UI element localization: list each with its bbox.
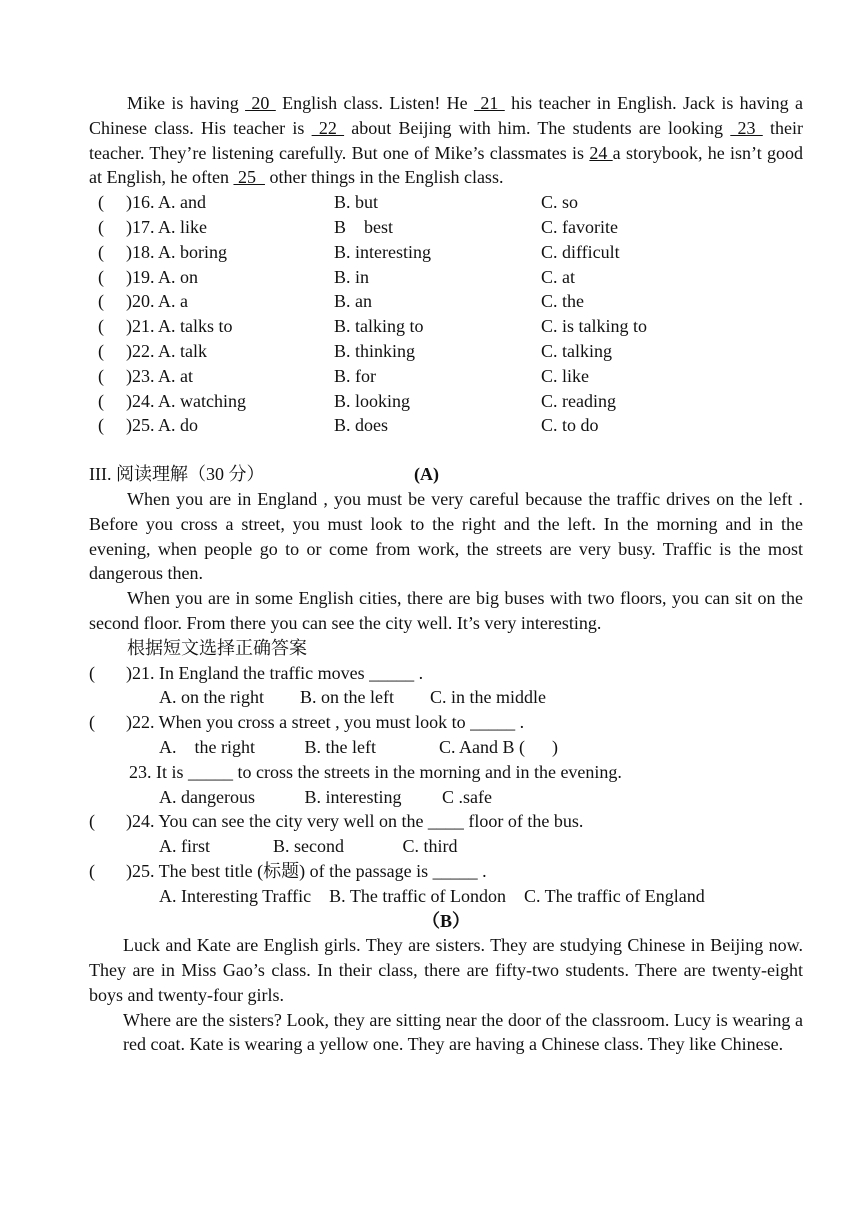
- option-b: B. for: [334, 365, 376, 386]
- option-a: )18. A. boring: [126, 241, 227, 262]
- option-b: B. an: [334, 291, 372, 312]
- option-a: )21. A. talks to: [126, 316, 233, 337]
- option-c: C. talking: [541, 340, 612, 361]
- cloze-passage: [89, 91, 803, 190]
- answer-paren: (: [98, 316, 104, 337]
- option-row: [89, 314, 803, 339]
- option-row: [89, 240, 803, 265]
- cloze-text: English class. Listen! He: [275, 93, 475, 113]
- passage-a-paragraph-2: When you are in some English cities, there are big buses with two floors, you can sit on the second floor. From there you can see the city well. It’s very interesting.: [89, 588, 803, 633]
- worksheet-page: [89, 91, 803, 1057]
- cloze-text: his teacher in English. Jack is having a Chinese class. His teacher is: [89, 93, 804, 138]
- option-c: C. is talking to: [541, 316, 648, 337]
- answer-paren: (: [89, 860, 95, 881]
- answer-paren: (: [98, 365, 104, 386]
- answer-paren: (: [98, 340, 104, 361]
- section-title: III. 阅读理解（30 分）: [89, 464, 265, 485]
- option-c: C. favorite: [541, 216, 618, 237]
- question-choices: A. the right B. the left C. Aand B ( ): [159, 736, 558, 757]
- cloze-text: their teacher. They’re listening carefully. But one of Mike’s classmates is: [89, 117, 803, 163]
- option-c: C. so: [541, 192, 579, 213]
- question: [89, 661, 803, 686]
- passage-b-paragraph-2: Where are the sisters? Look, they are sitting near the door of the classroom. Lucy is wearing a red coat. Kate is wearing a yellow one. They are having a Chinese class. They like Chinese.: [123, 1009, 803, 1055]
- question: [89, 859, 803, 884]
- option-a: )24. A. watching: [126, 390, 246, 411]
- question-text: 23. It is _____ to cross the streets in the morning and in the evening.: [129, 761, 622, 782]
- blank-24: 24: [589, 142, 613, 163]
- option-row: [89, 289, 803, 314]
- option-b: B. thinking: [334, 340, 416, 361]
- option-a: )19. A. on: [126, 266, 198, 287]
- passage-b-paragraph-1: Luck and Kate are English girls. They are sisters. They are studying Chinese in Beijing now. They are in Miss Gao’s class. In their class, there are fifty-two students. There are twenty-eight boys and twenty-four girls.: [89, 935, 803, 1005]
- answer-paren: (: [98, 415, 104, 436]
- option-b: B. in: [334, 266, 370, 287]
- cloze-options: [89, 190, 803, 438]
- option-b: B best: [334, 216, 394, 237]
- option-c: C. at: [541, 266, 575, 287]
- blank-21: 21: [474, 93, 505, 113]
- option-row: [89, 215, 803, 240]
- section-heading: [89, 462, 803, 487]
- question-text: )21. In England the traffic moves _____ .: [126, 662, 424, 683]
- option-a: )16. A. and: [126, 192, 206, 213]
- option-b: B. does: [334, 415, 388, 436]
- option-a: )23. A. at: [126, 365, 193, 386]
- part-a-label: (A): [414, 464, 439, 485]
- option-row: [89, 389, 803, 414]
- cloze-text: about Beijing with him. The students are looking: [344, 117, 731, 138]
- question: [89, 710, 803, 735]
- option-row: [89, 339, 803, 364]
- answer-paren: [89, 760, 129, 785]
- answer-paren: (: [89, 712, 95, 733]
- option-a: )20. A. a: [126, 291, 188, 312]
- answer-paren: (: [98, 216, 104, 237]
- blank-25: 25: [233, 167, 265, 188]
- question-choices: A. on the right B. on the left C. in the middle: [159, 687, 546, 708]
- option-b: B. but: [334, 192, 379, 213]
- option-a: )22. A. talk: [126, 340, 207, 361]
- cloze-text: other things in the English class.: [264, 167, 504, 188]
- blank-20: 20: [245, 93, 276, 113]
- question-text: )22. When you cross a street , you must look to _____ .: [126, 712, 525, 733]
- part-b-label: （B）: [421, 910, 470, 931]
- option-b: B. looking: [334, 390, 411, 411]
- question-text: )24. You can see the city very well on the ____ floor of the bus.: [126, 811, 584, 832]
- question-text: )25. The best title (标题) of the passage is _____ .: [126, 860, 487, 881]
- answer-paren: (: [98, 291, 104, 312]
- question-choices: A. first B. second C. third: [159, 836, 458, 857]
- option-row: [89, 364, 803, 389]
- option-a: )25. A. do: [126, 415, 198, 436]
- option-c: C. the: [541, 291, 584, 312]
- option-c: C. reading: [541, 390, 616, 411]
- answer-paren: (: [98, 192, 104, 213]
- option-c: C. difficult: [541, 241, 620, 262]
- question-choices: A. Interesting Traffic B. The traffic of London C. The traffic of England: [159, 885, 705, 906]
- passage-a-paragraph-1: When you are in England , you must be very careful because the traffic drives on the left . Before you cross a street, you must look to the right and the left. In the morning and in the evening, when people go to or come from work, the streets are very busy. Traffic is the most dangerous then.: [89, 488, 803, 584]
- option-b: B. talking to: [334, 316, 424, 337]
- reading-questions: [89, 661, 803, 909]
- option-row: [89, 265, 803, 290]
- option-c: C. like: [541, 365, 589, 386]
- instruction: 根据短文选择正确答案: [127, 637, 307, 658]
- option-row: [89, 413, 803, 438]
- blank-22: 22: [311, 117, 345, 138]
- answer-paren: (: [89, 662, 95, 683]
- answer-paren: (: [98, 266, 104, 287]
- question: [89, 760, 803, 785]
- option-c: C. to do: [541, 415, 599, 436]
- option-row: [89, 190, 803, 215]
- blank-23: 23: [730, 117, 763, 138]
- answer-paren: (: [98, 390, 104, 411]
- answer-paren: (: [98, 241, 104, 262]
- option-a: )17. A. like: [126, 216, 207, 237]
- answer-paren: (: [89, 811, 95, 832]
- option-b: B. interesting: [334, 241, 431, 262]
- question: [89, 809, 803, 834]
- cloze-text: a storybook, he isn’t good at English, he often: [89, 142, 804, 188]
- question-choices: A. dangerous B. interesting C .safe: [159, 786, 492, 807]
- cloze-text: Mike is having: [127, 93, 246, 113]
